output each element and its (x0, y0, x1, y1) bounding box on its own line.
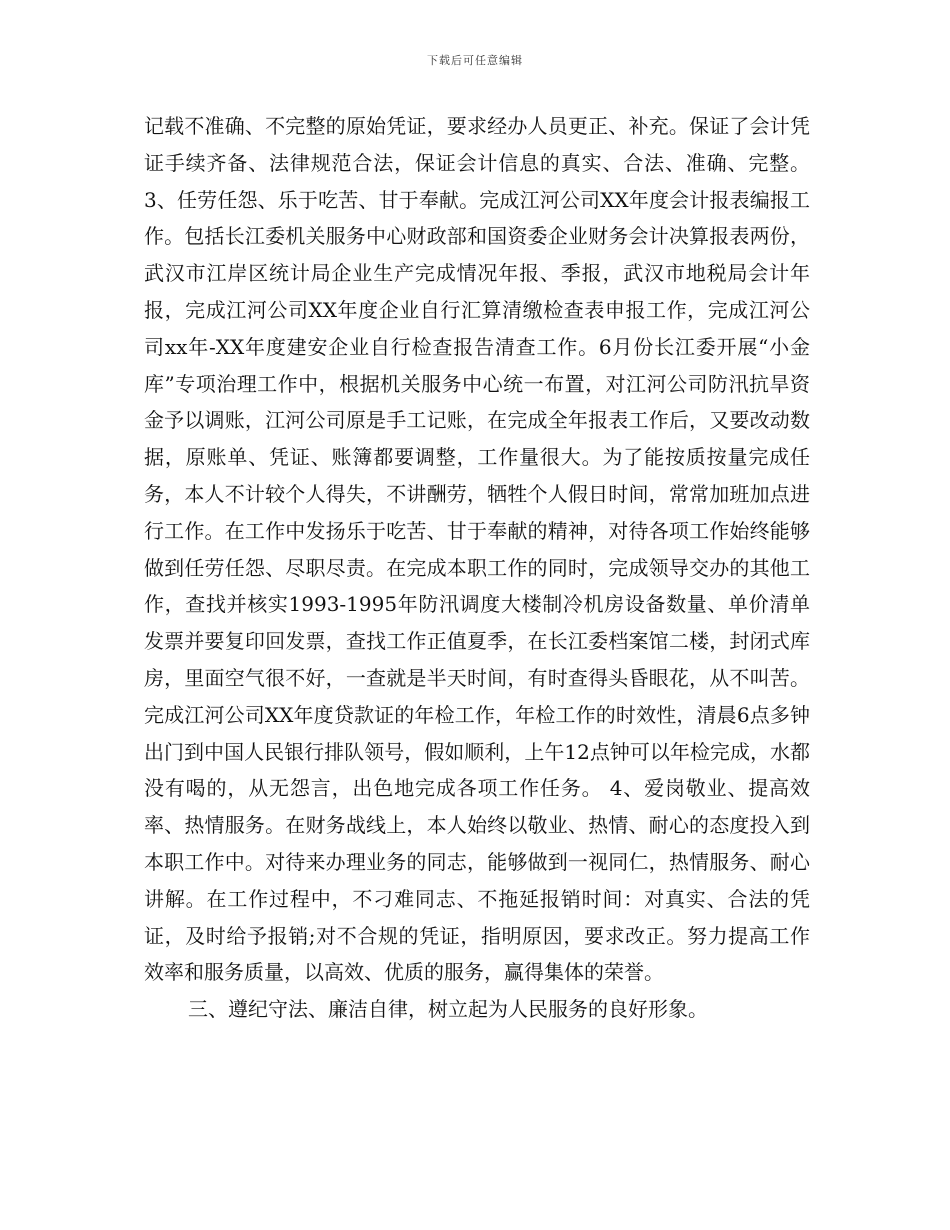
body-paragraph: 记载不准确、不完整的原始凭证，要求经办人员更正、补充。保证了会计凭证手续齐备、法律规范合法，保证会计信息的真实、合法、准确、完整。 3、任劳任怨、乐于吃苦、甘于奉献。完成江河公司XX年度会计报表编报工作。包括长江委机关服务中心财政部和国资委企业财务会计决算报表两份，武汉市江岸区统计局企业生产完成情况年报、季报，武汉市地税局会计年报，完成江河公司XX年度企业自行汇算清缴检查表申报工作，完成江河公司xx年-XX年度建安企业自行检查报告清查工作。6月份长江委开展“小金库”专项治理工作中，根据机关服务中心统一布置，对江河公司防汛抗旱资金予以调账，江河公司原是手工记账，在完成全年报表工作后，又要改动数据，原账单、凭证、账簿都要调整，工作量很大。为了能按质按量完成任务，本人不计较个人得失，不讲酬劳，牺牲个人假日时间，常常加班加点进行工作。在工作中发扬乐于吃苦、甘于奉献的精神，对待各项工作始终能够做到任劳任怨、尽职尽责。在完成本职工作的同时，完成领导交办的其他工作，查找并核实1993-1995年防汛调度大楼制冷机房设备数量、单价清单发票并要复印回发票，查找工作正值夏季，在长江委档案馆二楼，封闭式库房，里面空气很不好，一查就是半天时间，有时查得头昏眼花，从不叫苦。完成江河公司XX年度贷款证的年检工作，年检工作的时效性，清晨6点多钟出门到中国人民银行排队领号，假如顺利，上午12点钟可以年检完成，水都没有喝的，从无怨言，出色地完成各项工作任务。 4、爱岗敬业、提高效率、热情服务。在财务战线上，本人始终以敬业、热情、耐心的态度投入到本职工作中。对待来办理业务的同志，能够做到一视同仁，热情服务、耐心讲解。在工作过程中，不刁难同志、不拖延报销时间：对真实、合法的凭证，及时给予报销;对不合规的凭证，指明原因，要求改正。努力提高工作效率和服务质量，以高效、优质的服务，赢得集体的荣誉。 (144, 114, 810, 985)
document-body (144, 108, 810, 1028)
page-header: 下载后可任意编辑 (427, 54, 523, 67)
section-heading-paragraph: 三、遵纪守法、廉洁自律，树立起为人民服务的良好形象。 (188, 997, 708, 1022)
